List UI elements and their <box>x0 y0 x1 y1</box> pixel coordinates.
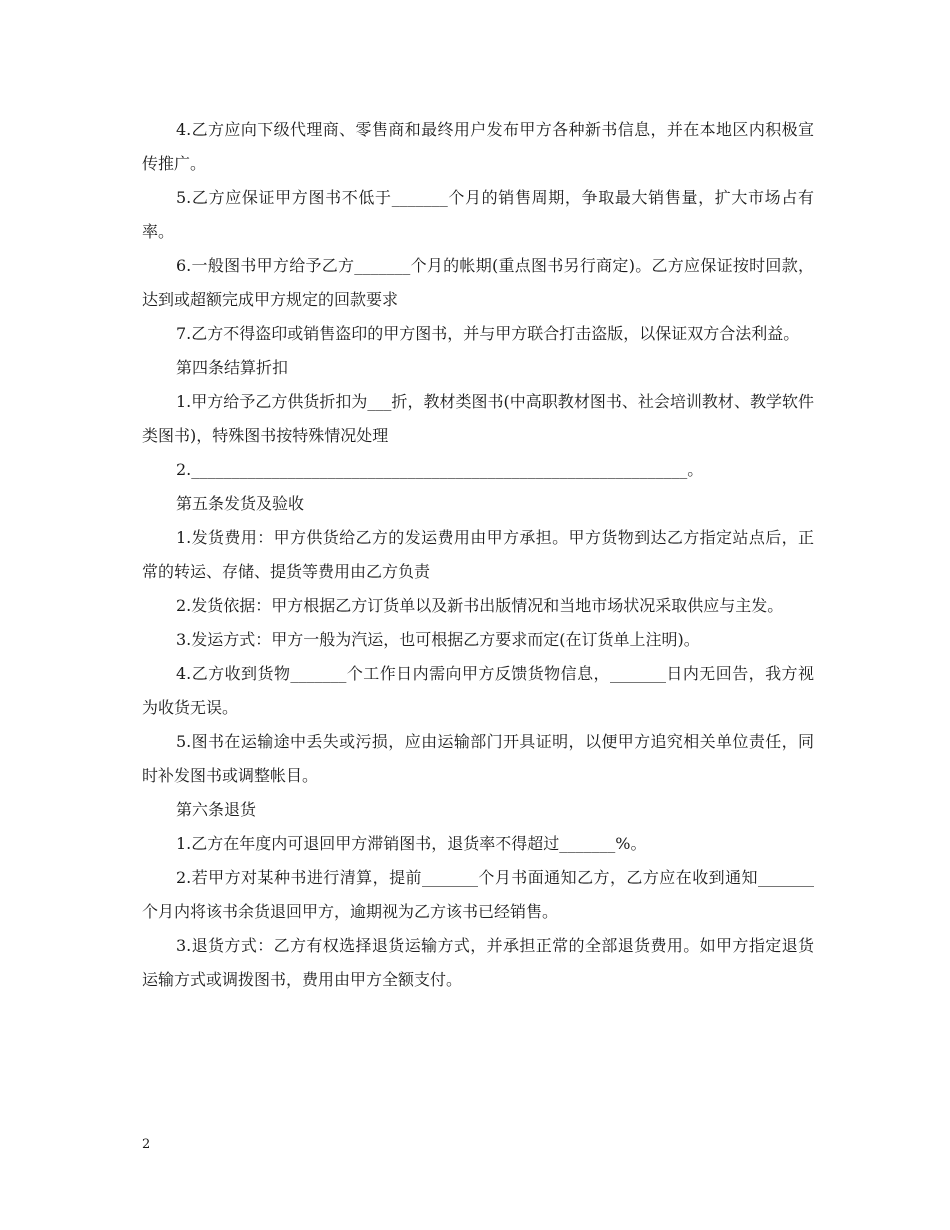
clause-item: 7.乙方不得盗印或销售盗印的甲方图书，并与甲方联合打击盗版，以保证双方合法利益。 <box>176 324 800 343</box>
clause-item: 5.图书在运输途中丢失或污损，应由运输部门开具证明，以便甲方追究相关单位责任，同时补发图书或调整帐目。 <box>142 732 814 785</box>
section-heading: 第六条退货 <box>176 800 257 819</box>
section-heading: 第四条结算折扣 <box>176 358 289 377</box>
clause-item: 2.若甲方对某种书进行清算，提前_______个月书面通知乙方，乙方应在收到通知_______个月内将该书余货退回甲方，逾期视为乙方该书已经销售。 <box>142 868 814 921</box>
clause-item: 6.一般图书甲方给予乙方_______个月的帐期(重点图书另行商定)。乙方应保证按时回款，达到或超额完成甲方规定的回款要求 <box>142 256 814 309</box>
clause-item: 4.乙方收到货物_______个工作日内需向甲方反馈货物信息，_______日内无回告，我方视为收货无误。 <box>142 664 814 717</box>
clause-item: 2.______________________________________________________________。 <box>176 460 704 479</box>
clause-item: 1.乙方在年度内可退回甲方滞销图书，退货率不得超过_______%。 <box>176 834 647 853</box>
clause-item: 5.乙方应保证甲方图书不低于_______个月的销售周期，争取最大销售量，扩大市场占有率。 <box>142 188 814 241</box>
document-body <box>142 113 814 997</box>
clause-item: 2.发货依据：甲方根据乙方订货单以及新书出版情况和当地市场状况采取供应与主发。 <box>176 596 784 615</box>
clause-item: 1.发货费用：甲方供货给乙方的发运费用由甲方承担。甲方货物到达乙方指定站点后，正常的转运、存储、提货等费用由乙方负责 <box>142 528 814 581</box>
clause-item: 1.甲方给予乙方供货折扣为___折，教材类图书(中高职教材图书、社会培训教材、教学软件类图书)，特殊图书按特殊情况处理 <box>142 392 814 445</box>
clause-item: 3.退货方式：乙方有权选择退货运输方式，并承担正常的全部退货费用。如甲方指定退货运输方式或调拨图书，费用由甲方全额支付。 <box>142 936 814 989</box>
section-heading: 第五条发货及验收 <box>176 494 305 513</box>
page-number: 2 <box>142 1137 151 1152</box>
clause-item: 4.乙方应向下级代理商、零售商和最终用户发布甲方各种新书信息，并在本地区内积极宣传推广。 <box>142 120 814 173</box>
clause-item: 3.发运方式：甲方一般为汽运，也可根据乙方要求而定(在订货单上注明)。 <box>176 630 700 649</box>
